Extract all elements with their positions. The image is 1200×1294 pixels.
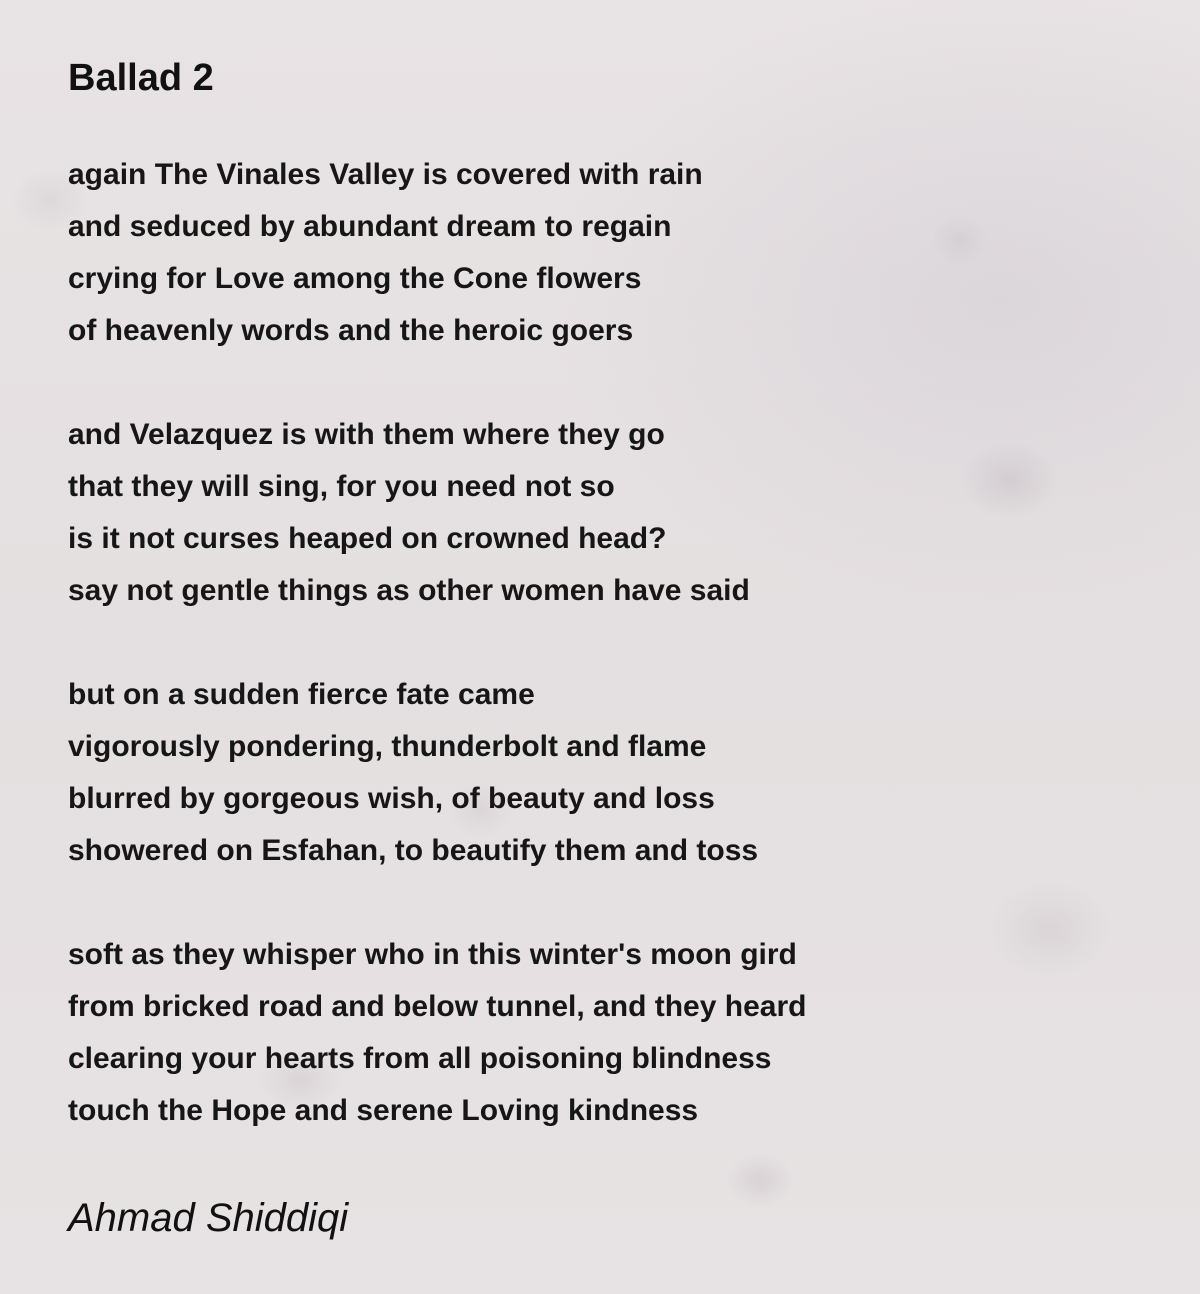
poem-line: vigorously pondering, thunderbolt and flame xyxy=(68,730,707,763)
poem-line: say not gentle things as other women have said xyxy=(68,574,750,607)
poem-title: Ballad 2 xyxy=(68,57,214,99)
stanza-2 xyxy=(68,409,750,617)
poem-line: crying for Love among the Cone flowers xyxy=(68,262,642,295)
poem-line: is it not curses heaped on crowned head? xyxy=(68,522,667,555)
poem-author: Ahmad Shiddiqi xyxy=(68,1196,349,1240)
poem-line: from bricked road and below tunnel, and they heard xyxy=(68,990,807,1023)
poem-line: again The Vinales Valley is covered with rain xyxy=(68,158,703,191)
poem-line: that they will sing, for you need not so xyxy=(68,470,615,503)
poem-line: soft as they whisper who in this winter's moon gird xyxy=(68,938,797,971)
poem-line: and seduced by abundant dream to regain xyxy=(68,210,672,243)
poem-line: showered on Esfahan, to beautify them and toss xyxy=(68,834,759,867)
poem-line: and Velazquez is with them where they go xyxy=(68,418,665,451)
poem-line: clearing your hearts from all poisoning blindness xyxy=(68,1042,772,1075)
stanza-3 xyxy=(68,669,758,877)
stanza-4 xyxy=(68,929,806,1137)
stanza-1 xyxy=(68,149,703,357)
poem-line: of heavenly words and the heroic goers xyxy=(68,314,634,347)
poem-line: but on a sudden fierce fate came xyxy=(68,678,535,711)
poem-line: blurred by gorgeous wish, of beauty and loss xyxy=(68,782,715,815)
poem-line: touch the Hope and serene Loving kindness xyxy=(68,1094,699,1127)
